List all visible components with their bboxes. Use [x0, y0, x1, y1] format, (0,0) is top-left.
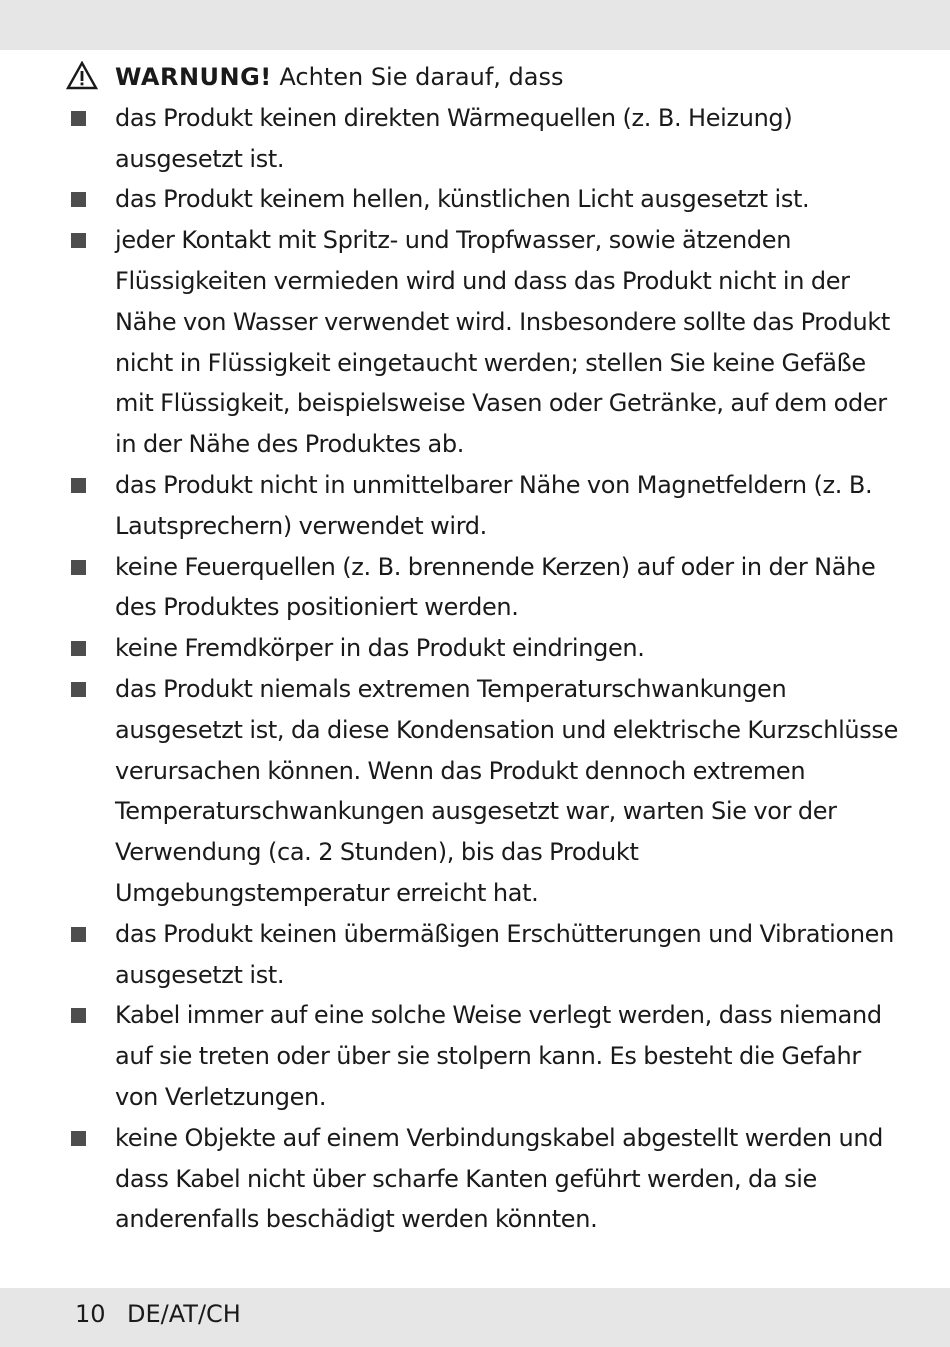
- warning-label: WARNUNG!: [115, 63, 272, 91]
- list-item: [0, 669, 905, 914]
- square-bullet-icon: [71, 233, 86, 248]
- warning-triangle-icon: [66, 61, 98, 91]
- list-item-text: keine Objekte auf einem Verbindungskabel abgestellt werden und dass Kabel nicht über scharfe Kanten geführt werden, da sie anderenfalls beschädigt werden könnten.: [115, 1123, 884, 1234]
- square-bullet-icon: [71, 560, 86, 575]
- list-item-text: jeder Kontakt mit Spritz- und Tropfwasser, sowie ätzenden Flüssigkeiten vermieden wird und dass das Produkt nicht in der Nähe von Wasser verwendet wird. Insbesondere sollte das Produkt nicht in Flüssigkeit eingetaucht werden; stellen Sie keine Gefäße mit Flüssigkeit, beispielsweise Vasen oder Getränke, auf dem oder in der Nähe des Produktes ab.: [115, 226, 890, 459]
- header-band: [0, 0, 950, 50]
- list-item: [0, 220, 905, 465]
- square-bullet-icon: [71, 111, 86, 126]
- warning-section: [0, 57, 950, 1240]
- list-item-text: keine Fremdkörper in das Produkt eindringen.: [115, 634, 645, 663]
- square-bullet-icon: [71, 1008, 86, 1023]
- warning-intro: Achten Sie darauf, dass: [271, 63, 564, 91]
- square-bullet-icon: [71, 682, 86, 697]
- list-item: [0, 628, 905, 669]
- square-bullet-icon: [71, 641, 86, 656]
- list-item-text: das Produkt keinen direkten Wärmequellen (z. B. Heizung) ausgesetzt ist.: [115, 103, 793, 173]
- list-item: [0, 995, 905, 1117]
- list-item-text: Kabel immer auf eine solche Weise verlegt werden, dass niemand auf sie treten oder über sie stolpern kann. Es besteht die Gefahr von Verletzungen.: [115, 1001, 882, 1111]
- list-item: [0, 465, 905, 547]
- list-item-text: das Produkt niemals extremen Temperaturschwankungen ausgesetzt ist, da diese Kondensation und elektrische Kurzschlüsse verursachen können. Wenn das Produkt dennoch extremen Temperaturschwankungen ausgesetzt war, warten Sie vor der Verwendung (ca. 2 Stunden), bis das Produkt Umgebungstemperatur erreicht hat.: [115, 674, 898, 907]
- list-item-text: das Produkt nicht in unmittelbarer Nähe von Magnetfeldern (z. B. Lautsprechern) verwendet wird.: [115, 470, 873, 540]
- region-label: DE/AT/CH: [127, 1300, 241, 1328]
- square-bullet-icon: [71, 478, 86, 493]
- list-item: [0, 98, 905, 180]
- square-bullet-icon: [71, 192, 86, 207]
- list-item: [0, 1118, 905, 1240]
- list-item: [0, 914, 905, 996]
- warning-heading: [0, 57, 950, 98]
- warning-list: [0, 98, 950, 1240]
- list-item: [0, 179, 905, 220]
- list-item-text: das Produkt keinen übermäßigen Erschütterungen und Vibrationen ausgesetzt ist.: [115, 919, 894, 989]
- list-item-text: das Produkt keinem hellen, künstlichen Licht ausgesetzt ist.: [115, 185, 810, 214]
- square-bullet-icon: [71, 927, 86, 942]
- list-item: [0, 547, 905, 629]
- list-item-text: keine Feuerquellen (z. B. brennende Kerzen) auf oder in der Nähe des Produktes positioniert werden.: [115, 552, 876, 622]
- square-bullet-icon: [71, 1131, 86, 1146]
- page-number: 10: [75, 1300, 106, 1328]
- warning-text: [115, 57, 564, 98]
